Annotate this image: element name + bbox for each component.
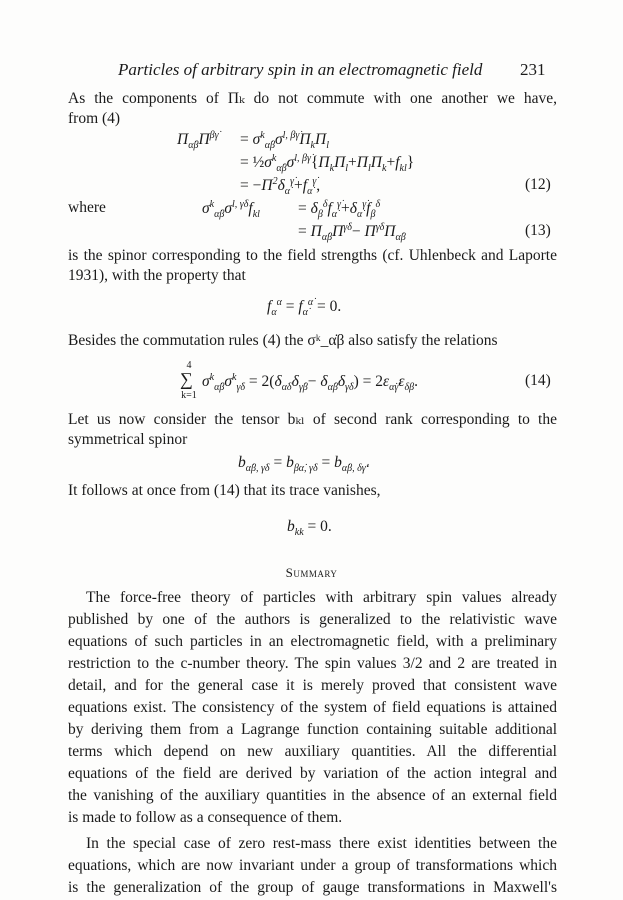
- text-line: is made to follow as a consequence of them.: [68, 809, 343, 826]
- equation-13-line: = $\delta_\beta^\delta f_{\alphȧ}^{\gammȧ}+\delta_{\alphȧ}^{\gammȧ}f_\beta^\delta$: [298, 198, 381, 221]
- text-line: equations exist. The consistency of the system of field equations is attained: [68, 699, 557, 716]
- text-line: by deriving them from a Lagrange function containing suitable additional: [68, 721, 557, 738]
- equation-bkk: $b_{kk} = 0$.: [287, 518, 332, 539]
- where-label: where: [68, 199, 106, 216]
- equation-b: $b_{\alphȧ\beta, \gammȧ\delta} = b_{\beta\alphȧ, \gammȧ\delta} = b_{\alphȧ\beta, \delta\gammȧ}$.: [238, 454, 370, 475]
- text-line: Let us now consider the tensor bₖₗ of second rank corresponding to the: [68, 411, 557, 428]
- equation-12-line: = $\frac{1}{2}\sigma^k_{\alphȧ\beta}\sigma^{l, \beta\gammȧ}\{\Pi_k\Pi_l+\Pi_l\Pi_k+f_{kl}\}$: [240, 152, 415, 175]
- equation-number: (13): [525, 222, 551, 239]
- text-line: It follows at once from (14) that its trace vanishes,: [68, 482, 381, 499]
- text-line: detail, and for the general case it is merely proved that consistent wave: [68, 677, 557, 694]
- equation-13-lhs: $\sigma^k_{\alphȧ\beta}\sigma^{l, \gammȧ\delta}f_{kl}$: [202, 198, 260, 221]
- equation-12-line: = $\sigma^k_{\alphȧ\beta}\sigma^{l, \beta\gammȧ}\Pi_k\Pi_l$: [240, 129, 329, 152]
- equation-number: (14): [525, 372, 551, 389]
- text-line: is the generalization of the group of gauge transformations in Maxwell's: [68, 879, 557, 896]
- text-line: the vanishing of the auxiliary quantities in the absence of an external field: [68, 787, 557, 804]
- sum-symbol: ∑: [180, 369, 193, 389]
- text-line: equations, which are now invariant under a group of transformations which: [68, 857, 557, 874]
- text-line: is the spinor corresponding to the field strengths (cf. Uhlenbeck and Laporte: [68, 247, 557, 264]
- equation-12-line: = $-\Pi^2\delta_{\alphȧ}^{\gammȧ}+f_{\alphȧ}^{\gammȧ}$,: [240, 175, 321, 198]
- equation-number: (12): [525, 176, 551, 193]
- equation-14: $\sigma^k_{\alphȧ\beta}\sigma^k_{\gammȧ\delta} = 2(\delta_{\alphȧ\delta}\delta_{\gammȧ\beta}- \delta_{\alphȧ\beta}\delta_{\gammȧ\delta}) = 2\varepsilon_{\alphȧ\gammȧ}\varepsilon_{\delta\beta}$.: [202, 371, 418, 394]
- text-line: Besides the commutation rules (4) the σᵏ_α̇β also satisfy the relations: [68, 332, 498, 349]
- sum-upper-limit: 4: [186, 360, 192, 371]
- text-line: terms which depend on new auxiliary quantities. All the differential: [68, 743, 557, 760]
- running-header-title: Particles of arbitrary spin in an electromagnetic field: [118, 60, 483, 79]
- text-line: In the special case of zero rest-mass there exist identities between the: [86, 835, 557, 852]
- text-line: restriction to the c-number theory. The spin values 3/2 and 2 are treated in: [68, 655, 557, 672]
- text-line: equations of such particles in an electromagnetic field, with a preliminary: [68, 633, 557, 650]
- text-line: symmetrical spinor: [68, 431, 188, 448]
- text-line: As the components of Πₖ do not commute with one another we have,: [68, 90, 557, 107]
- text-line: published by one of the authors is generalized to the relativistic wave: [68, 611, 557, 628]
- equation-12-lhs: $\Pi_{\alphȧ\beta}\Pi^{\beta\gammȧ}$: [177, 129, 219, 152]
- equation-f: $f_\alpha^\alpha = f_{\alphȧ}^{\alphȧ} = 0$.: [267, 296, 342, 319]
- text-line: 1931), with the property that: [68, 267, 246, 284]
- sum-lower-limit: k=1: [181, 390, 197, 401]
- page-number: 231: [520, 60, 546, 79]
- text-line: The force-free theory of particles with arbitrary spin values already: [86, 589, 557, 606]
- text-line: equations of the field are derived by variation of the action integral and: [68, 765, 557, 782]
- summary-heading: Summary: [285, 565, 338, 580]
- text-line: from (4): [68, 110, 121, 127]
- equation-13-line: = $\Pi_{\alphȧ\beta}\Pi^{\gammȧ\delta}- \Pi^{\gammȧ\delta}\Pi_{\alphȧ\beta}$: [298, 221, 406, 244]
